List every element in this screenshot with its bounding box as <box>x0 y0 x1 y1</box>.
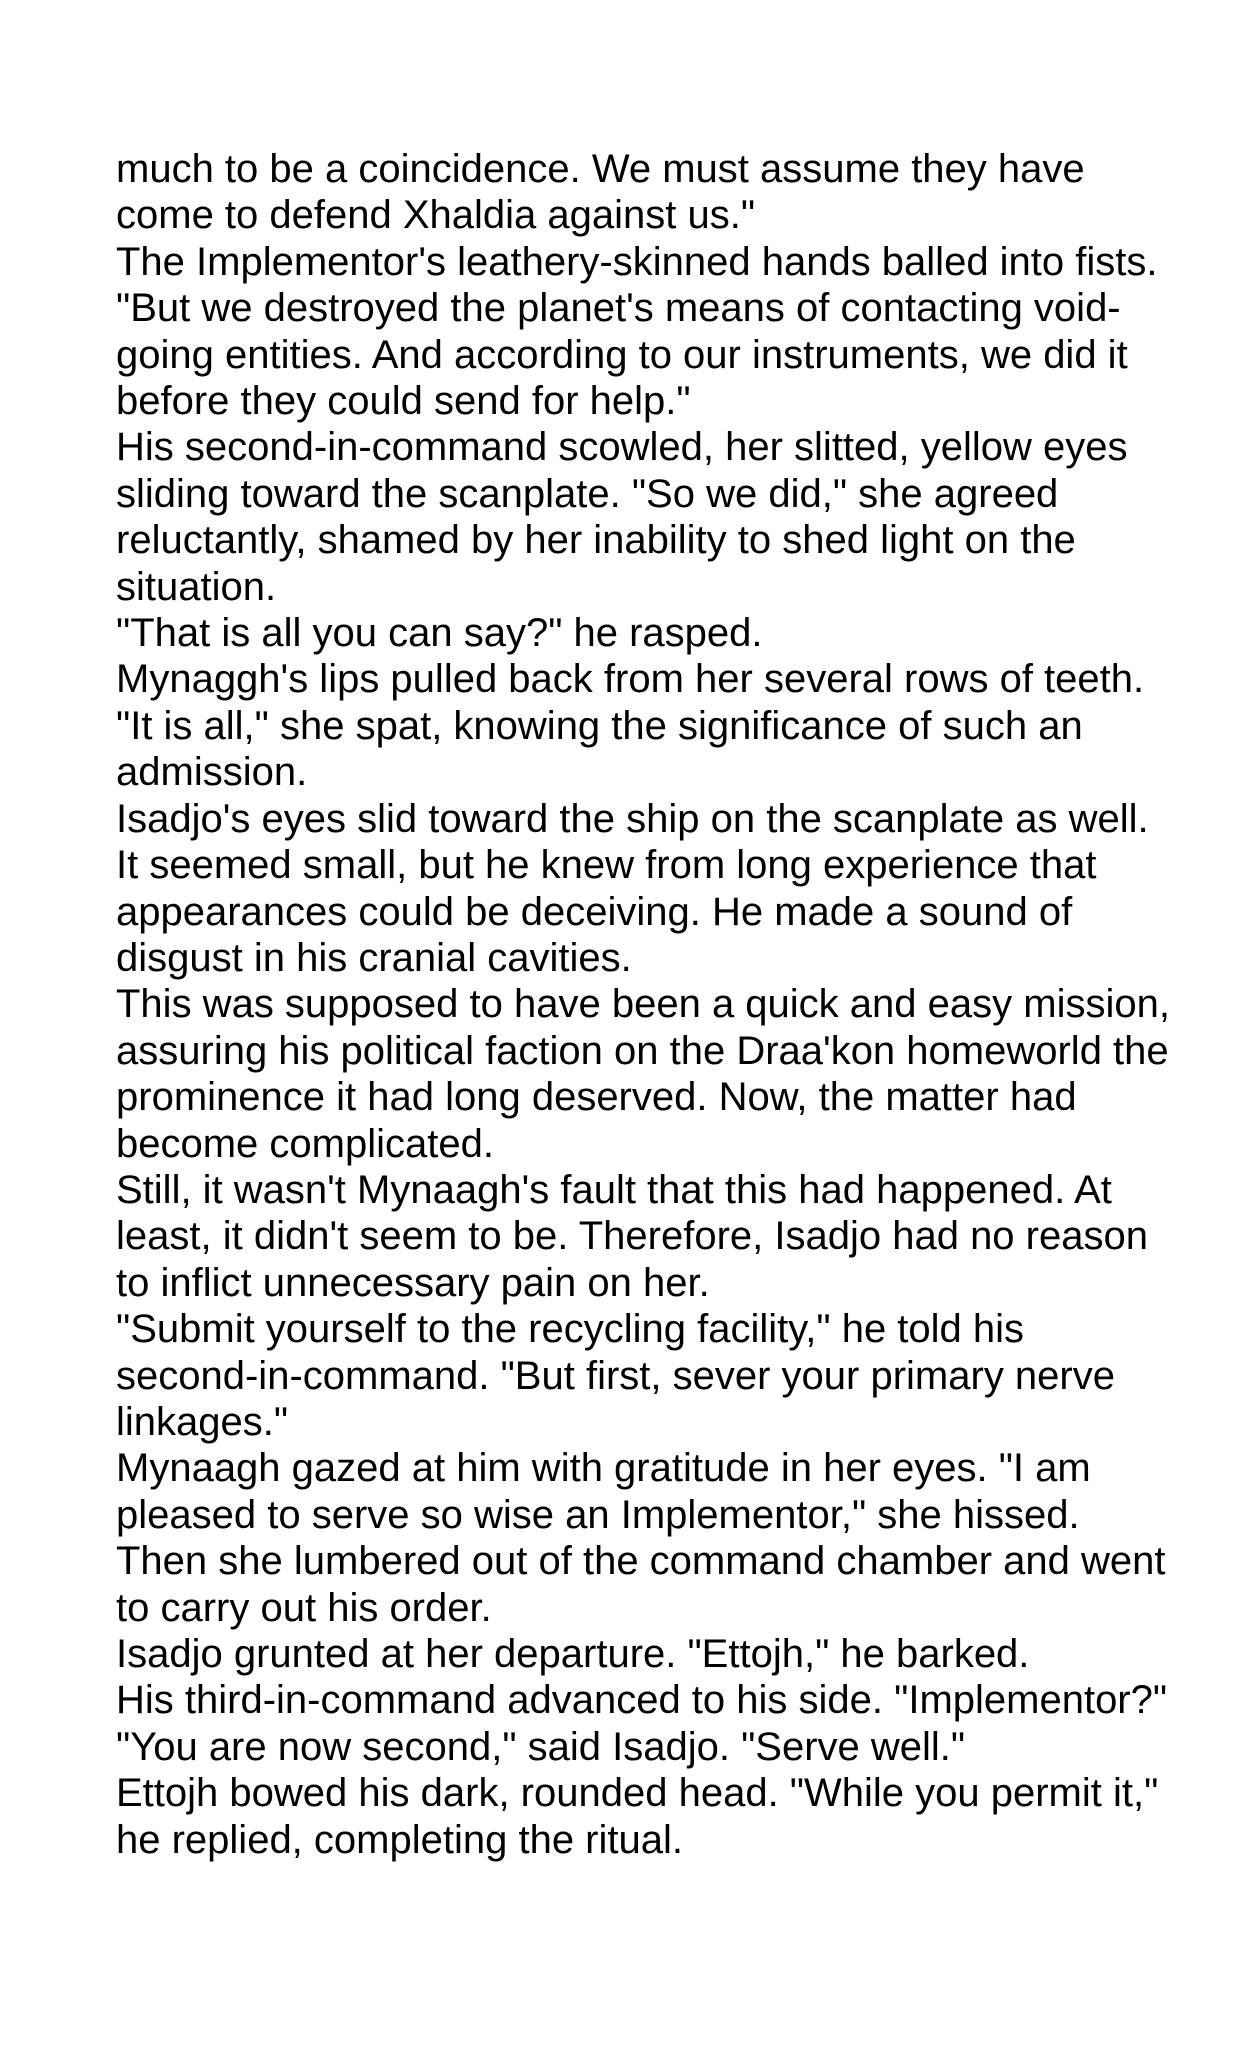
paragraph: His second-in-command scowled, her slitted, yellow eyes sliding toward the scanplate. "So we did," she agreed reluctantly, shamed by her inability to shed light on the situation. <box>116 425 1128 609</box>
paragraph: Mynaggh's lips pulled back from her several rows of teeth. "It is all," she spat, knowing the significance of such an admission. <box>116 657 1145 795</box>
paragraph: The Implementor's leathery-skinned hands balled into fists. "But we destroyed the planet's means of contacting void-going entities. And according to our instruments, we did it before they could send for help." <box>116 239 1158 424</box>
paragraph: Mynaagh gazed at him with gratitude in her eyes. "I am pleased to serve so wise an Implementor," she hissed. Then she lumbered out of the command chamber and went to carry out his order. <box>116 1446 1166 1630</box>
paragraph: This was supposed to have been a quick and easy mission, assuring his political faction on the Draa'kon homeworld the prominence it had long deserved. Now, the matter had become complicated. <box>116 982 1170 1166</box>
paragraph: Isadjo's eyes slid toward the ship on the scanplate as well. It seemed small, but he knew from long experience that appearances could be deceiving. He made a sound of disgust in his cranial cavities. <box>116 796 1149 980</box>
paragraph: Still, it wasn't Mynaagh's fault that this had happened. At least, it didn't seem to be. Therefore, Isadjo had no reason to inflict unnecessary pain on her. <box>116 1167 1148 1305</box>
book-page-text <box>116 146 1176 1863</box>
paragraph: much to be a coincidence. We must assume they have come to defend Xhaldia against us." <box>116 147 1085 238</box>
paragraph: His third-in-command advanced to his side. "Implementor?" <box>116 1678 1168 1723</box>
paragraph: Isadjo grunted at her departure. "Ettojh," he barked. <box>116 1632 1030 1676</box>
paragraph: "You are now second," said Isadjo. "Serve well." <box>116 1724 966 1769</box>
paragraph: Ettojh bowed his dark, rounded head. "While you permit it," he replied, completing the ritual. <box>116 1771 1159 1862</box>
paragraph: "Submit yourself to the recycling facility," he told his second-in-command. "But first, sever your primary nerve linkages." <box>116 1307 1115 1444</box>
paragraph: "That is all you can say?" he rasped. <box>116 611 763 656</box>
